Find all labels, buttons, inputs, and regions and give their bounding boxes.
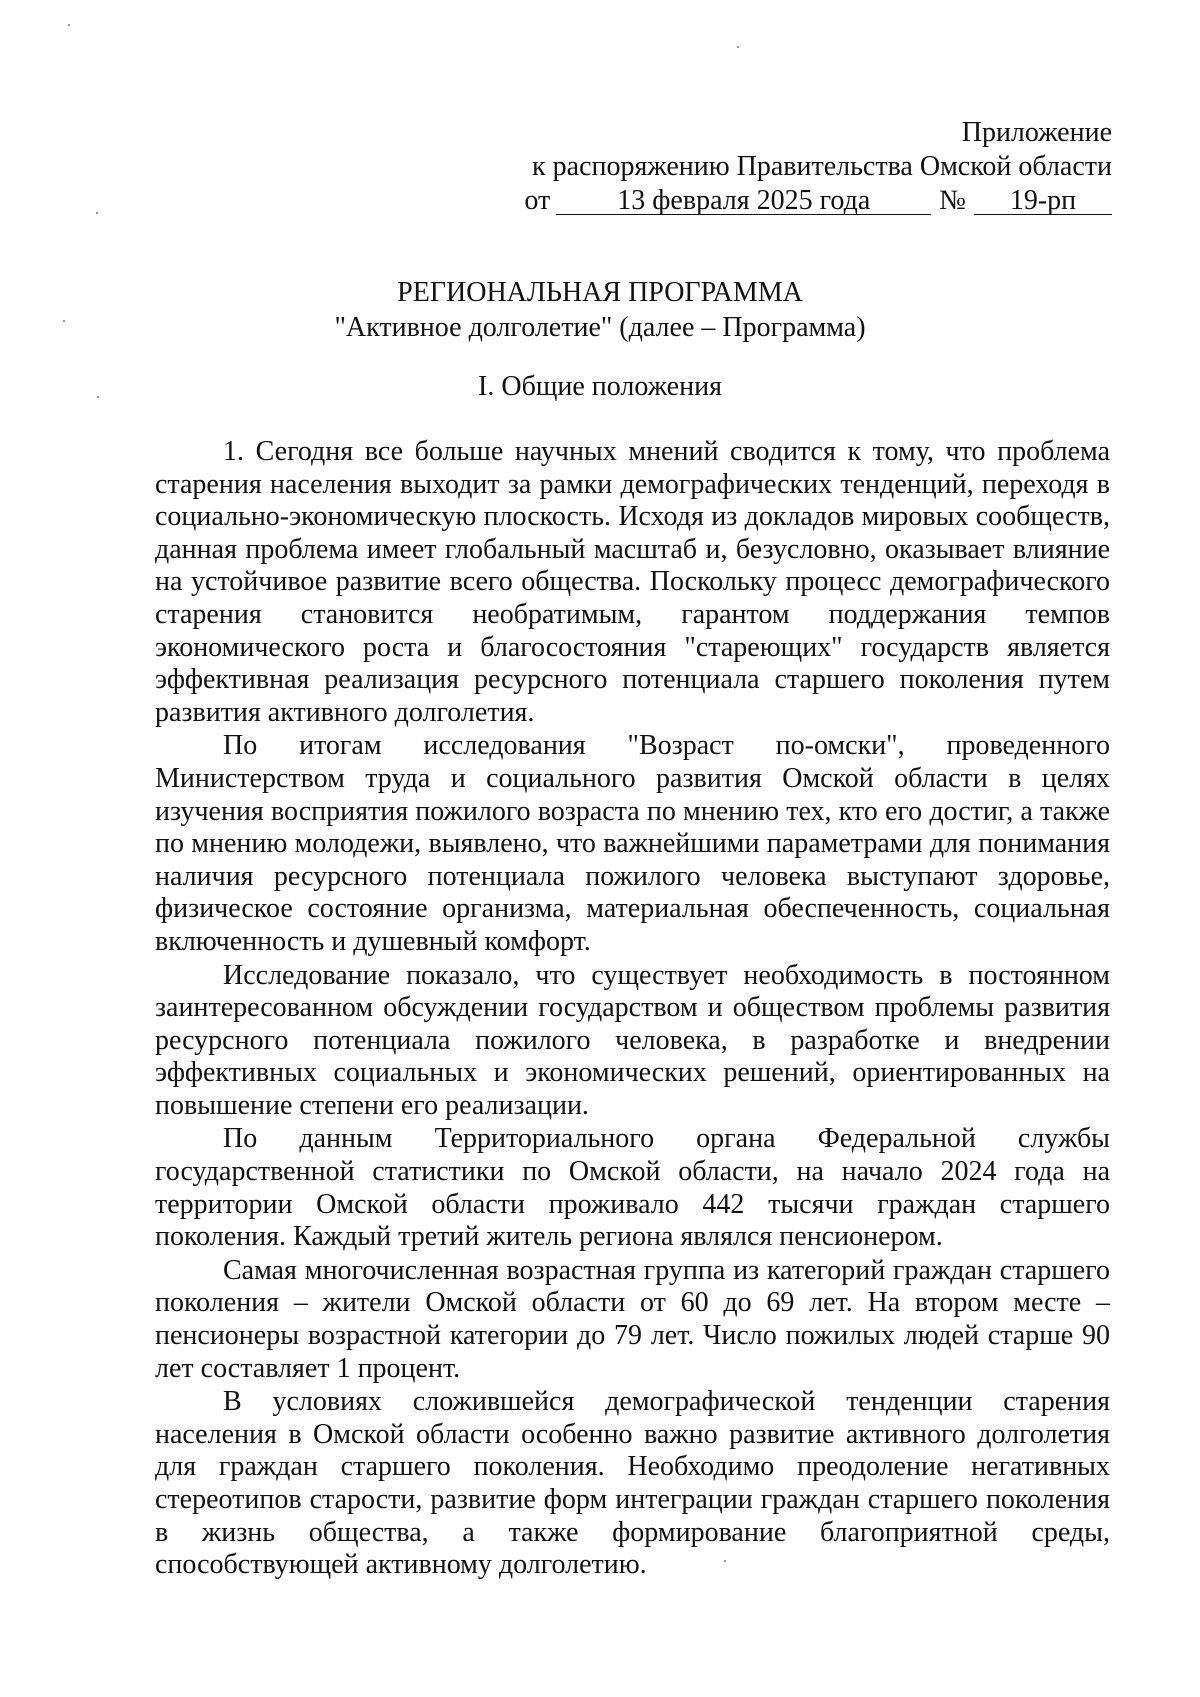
appendix-label: Приложение <box>961 117 1112 148</box>
paragraph: Самая многочисленная возрастная группа из категорий граждан старшего поколения – жители Омской области от 60 до 69 лет. На втором месте – пенсионеры возрастной категории до 79 лет. Число пожилых людей старше 90 лет составляет 1 процент. <box>155 1254 1110 1384</box>
body-text <box>155 436 1110 1582</box>
program-title-block <box>0 275 1200 345</box>
appendix-header <box>472 116 1112 218</box>
section-title: I. Общие положения <box>478 371 722 402</box>
scan-speck <box>63 320 65 322</box>
date-number-line <box>472 184 1112 218</box>
paragraph: По итогам исследования "Возраст по-омски", проведенного Министерством труда и социального развития Омской области в целях изучения восприятия пожилого возраста по мнению тех, кто его достиг, а также по мнению молодежи, выявлено, что важнейшими параметрами для понимания наличия ресурсного потенциала пожилого человека выступают здоровье, физическое состояние организма, материальная обеспеченность, социальная включенность и душевный комфорт. <box>155 730 1110 957</box>
order-reference: к распоряжению Правительства Омской области <box>532 151 1112 182</box>
scan-speck <box>737 46 739 48</box>
order-number: 19-рп <box>974 188 1112 215</box>
scan-speck <box>724 1560 726 1562</box>
paragraph: Исследование показало, что существует необходимость в постоянном заинтересованном обсуждении государством и обществом проблемы развития ресурсного потенциала пожилого человека, в разработке и внедрении эффективных социальных и экономических решений, ориентированных на повышение степени его реализации. <box>155 959 1110 1121</box>
program-title: РЕГИОНАЛЬНАЯ ПРОГРАММА <box>397 277 803 308</box>
paragraph: 1. Сегодня все больше научных мнений сводится к тому, что проблема старения населения выходит за рамки демографических тенденций, переходя в социально-экономическую плоскость. Исходя из докладов мировых сообществ, данная проблема имеет глобальный масштаб и, безусловно, оказывает влияние на устойчивое развитие всего общества. Поскольку процесс демографического старения становится необратимым, гарантом поддержания темпов экономического роста и благосостояния "стареющих" государств является эффективная реализация ресурсного потенциала старшего поколения путем развития активного долголетия. <box>155 436 1110 728</box>
program-subtitle: "Активное долголетие" (далее – Программа) <box>334 312 866 343</box>
scan-speck <box>96 212 98 214</box>
paragraph: По данным Территориального органа Федеральной службы государственной статистики по Омской области, на начало 2024 года на территории Омской области проживало 442 тысячи граждан старшего поколения. Каждый третий житель региона являлся пенсионером. <box>155 1123 1110 1253</box>
order-date: 13 февраля 2025 года <box>556 188 931 215</box>
paragraph: В условиях сложившейся демографической тенденции старения населения в Омской области особенно важно развитие активного долголетия для граждан старшего поколения. Необходимо преодоление негативных стереотипов старости, развитие форм интеграции граждан старшего поколения в жизнь общества, а также формирование благоприятной среды, способствующей активному долголетию. <box>155 1386 1110 1581</box>
scan-speck <box>97 396 99 398</box>
scan-speck <box>68 24 70 26</box>
date-prefix: от <box>524 185 551 216</box>
number-sign: № <box>939 185 966 216</box>
